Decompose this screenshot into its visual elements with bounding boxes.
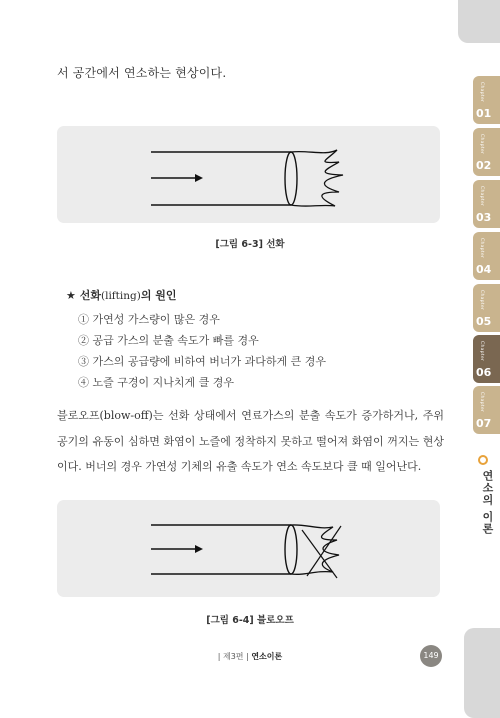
- nozzle-mouth: [285, 152, 297, 205]
- page-number: 149: [420, 645, 442, 667]
- flow-arrow-head: [195, 545, 203, 553]
- star-icon: ★: [66, 289, 76, 302]
- figure-lifting: [57, 126, 440, 223]
- lifting-causes: [66, 287, 326, 393]
- tab-chapter-07[interactable]: Chapter 07: [473, 386, 500, 434]
- footer-section: 연소이론: [251, 652, 283, 661]
- tab-chapter-05[interactable]: Chapter 05: [473, 284, 500, 332]
- flame: [291, 525, 339, 575]
- tab-chapter-03[interactable]: Chapter 03: [473, 180, 500, 228]
- causes-heading: ★ 선화(lifting)의 원인: [66, 289, 177, 302]
- lifting-diagram: [57, 126, 440, 223]
- list-item: ① 가연성 가스량이 많은 경우: [78, 313, 220, 326]
- flow-arrow-head: [195, 174, 203, 182]
- figure1-caption: [그림 6-3] 선화: [215, 239, 285, 250]
- figure-blowoff: [57, 500, 440, 597]
- intro-text: 서 공간에서 연소하는 현상이다.: [57, 66, 227, 80]
- blowoff-paragraph: 블로오프(blow-off)는 선화 상태에서 연료가스의 분출 속도가 증가하거나, 주위 공기의 유동이 심하면 화염이 노즐에 정착하지 못하고 떨어져 화염이 꺼지는 현상이다. 버너의 경우 가연성 기체의 유출 속도가 연소 속도보다 클 때 일어난다.: [57, 409, 444, 473]
- tab-chapter-04[interactable]: Chapter 04: [473, 232, 500, 280]
- nozzle-mouth: [285, 525, 297, 574]
- tab-chapter-06[interactable]: Chapter 06: [473, 335, 500, 383]
- side-decor-top: [458, 0, 500, 43]
- figure2-caption: [그림 6-4] 블로오프: [206, 615, 294, 626]
- lifted-flame: [291, 150, 343, 206]
- tab-chapter-02[interactable]: Chapter 02: [473, 128, 500, 176]
- list-item: ④ 노즐 구경이 지나치게 클 경우: [78, 376, 234, 389]
- side-chapter-title: 연소의 이론: [481, 470, 494, 535]
- list-item: ② 공급 가스의 분출 속도가 빠를 경우: [78, 334, 259, 347]
- tab-chapter-01[interactable]: Chapter 01: [473, 76, 500, 124]
- list-item: ③ 가스의 공급량에 비하여 버너가 과다하게 큰 경우: [78, 355, 326, 368]
- blowoff-diagram: [57, 500, 440, 597]
- side-decor-bottom: [464, 628, 500, 718]
- bullet-circle-icon: [478, 455, 488, 465]
- footer-part: | 제3편 |: [217, 652, 249, 661]
